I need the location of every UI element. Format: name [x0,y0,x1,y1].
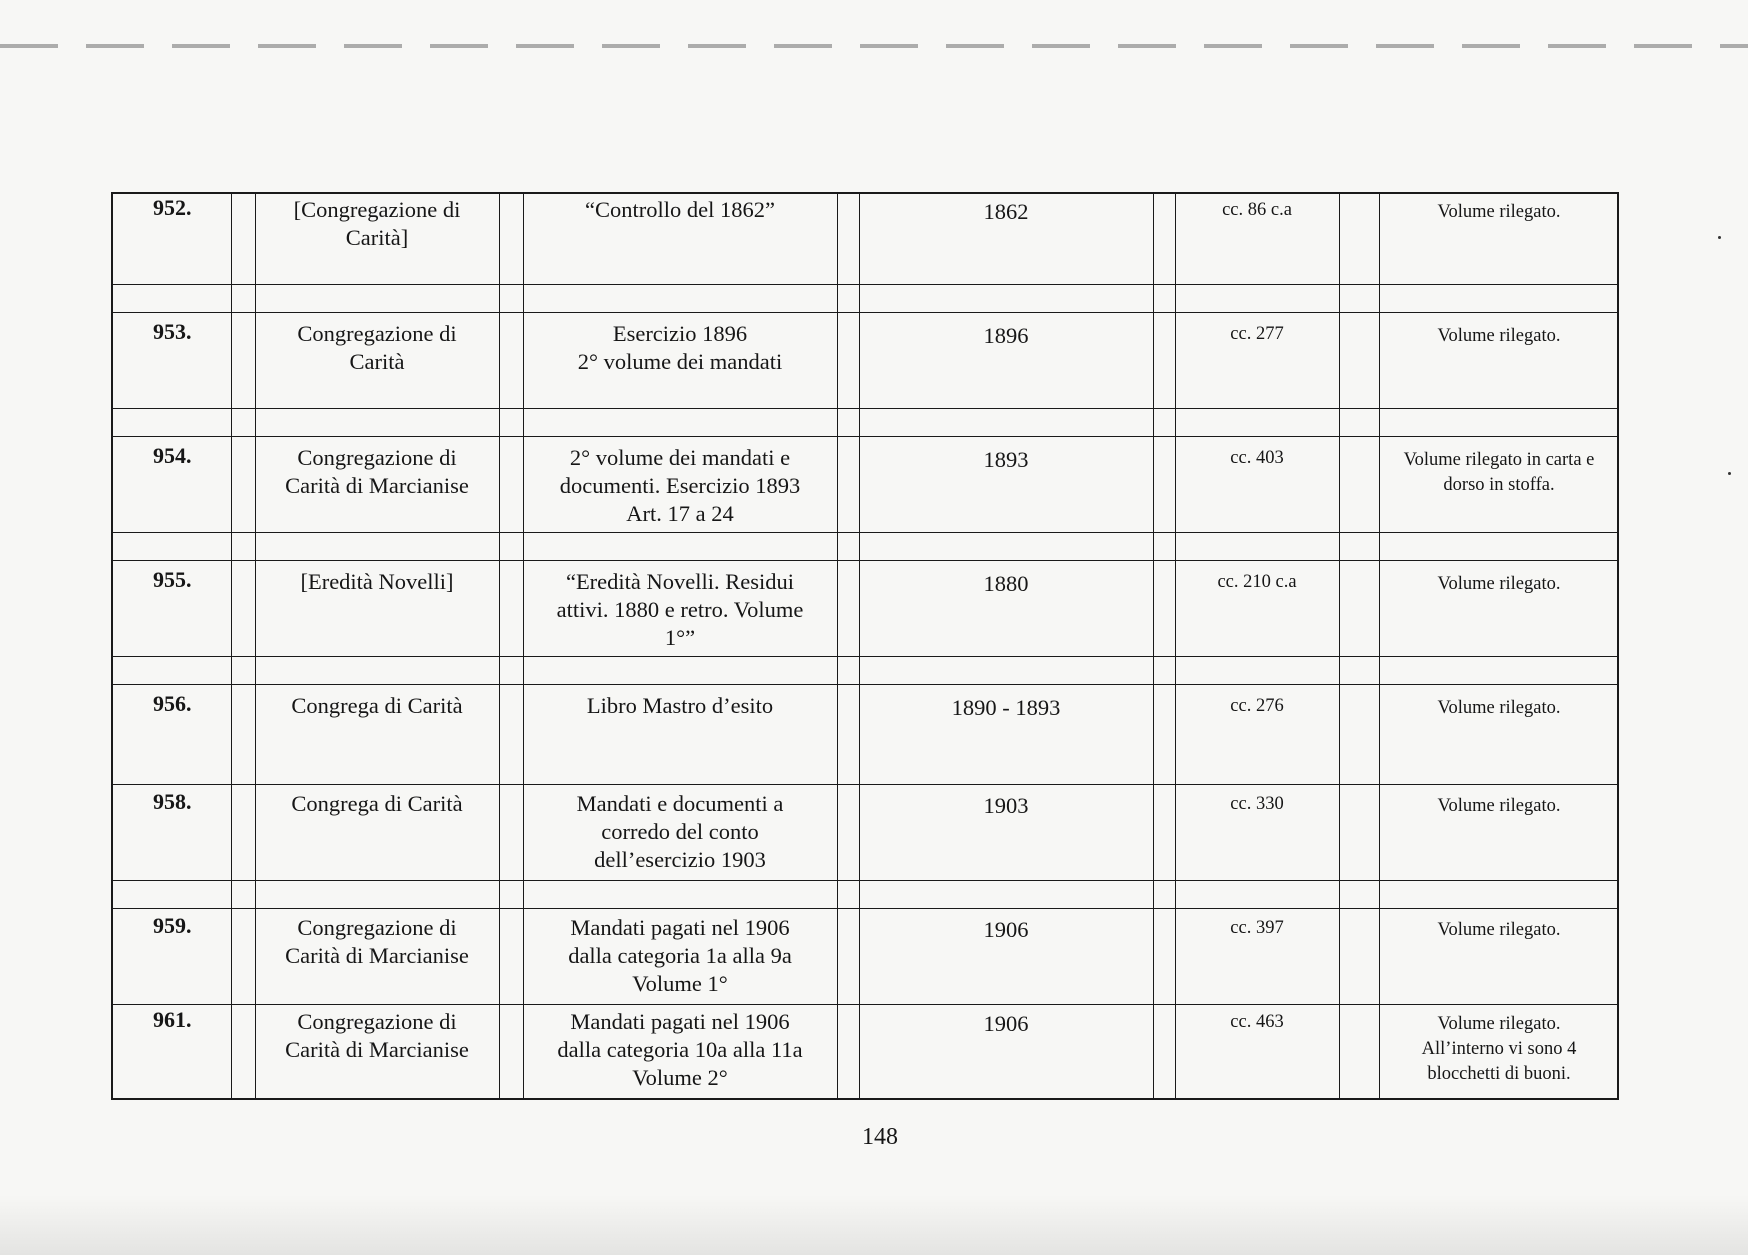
scan-shadow [0,1195,1748,1255]
row-rule [113,784,1617,785]
scan-speck [1718,236,1721,239]
record-year: 1906 [983,1011,1029,1036]
column-rule [1379,194,1380,1098]
record-year: 1903 [983,793,1029,818]
column-rule [231,194,232,1098]
column-rule [523,194,524,1098]
column-rule [859,194,860,1098]
record-entity: Congregazione di Carità di Marcianise [285,915,469,968]
record-entity: [Eredità Novelli] [300,569,454,594]
record-title: 2° volume dei mandati e documenti. Esercizio 1893 Art. 17 a 24 [559,445,801,526]
record-sheets: cc. 330 [1230,794,1284,814]
row-rule [113,908,1617,909]
column-rule [1153,194,1154,1098]
record-note: Volume rilegato. [1437,574,1561,594]
record-title: “Eredità Novelli. Residui attivi. 1880 e retro. Volume 1°” [556,569,804,650]
record-year: 1906 [983,917,1029,942]
record-title: “Controllo del 1862” [585,197,775,222]
record-year: 1862 [983,199,1029,224]
row-rule [113,436,1617,437]
record-number: 952. [153,195,192,220]
record-entity: Congrega di Carità [291,791,463,816]
record-number: 956. [153,691,192,716]
record-year: 1896 [983,323,1029,348]
page-number: 148 [862,1124,898,1150]
row-rule [113,408,1617,409]
record-number: 955. [153,567,192,592]
record-entity: Congregazione di Carità di Marcianise [285,445,469,498]
column-rule [837,194,838,1098]
row-rule [113,284,1617,285]
record-year: 1893 [983,447,1029,472]
record-number: 954. [153,443,192,468]
record-year: 1880 [983,571,1029,596]
record-title: Mandati pagati nel 1906 dalla categoria 1a alla 9a Volume 1° [568,915,792,996]
record-sheets: cc. 397 [1230,918,1284,938]
top-dashed-line [0,44,1748,48]
record-entity: [Congregazione di Carità] [293,197,461,250]
record-number: 958. [153,789,192,814]
row-rule [113,880,1617,881]
row-rule [113,1004,1617,1005]
record-sheets: cc. 276 [1230,696,1284,716]
record-title: Esercizio 1896 2° volume dei mandati [577,321,783,374]
record-sheets: cc. 463 [1230,1012,1284,1032]
record-sheets: cc. 403 [1230,448,1284,468]
row-rule [113,656,1617,657]
column-rule [1175,194,1176,1098]
record-note: Volume rilegato. [1437,698,1561,718]
record-entity: Congrega di Carità [291,693,463,718]
record-sheets: cc. 277 [1230,324,1284,344]
record-note: Volume rilegato. [1437,202,1561,222]
record-note: Volume rilegato. All’interno vi sono 4 blocchetti di buoni. [1421,1014,1577,1084]
record-title: Mandati pagati nel 1906 dalla categoria 10a alla 11a Volume 2° [557,1009,803,1090]
column-rule [499,194,500,1098]
column-rule [255,194,256,1098]
record-sheets: cc. 86 c.a [1222,200,1292,220]
column-rule [1339,194,1340,1098]
record-note: Volume rilegato. [1437,796,1561,816]
scan-speck [1728,472,1731,475]
record-entity: Congregazione di Carità di Marcianise [285,1009,469,1062]
record-year: 1890 - 1893 [951,695,1061,720]
inventory-table [111,192,1619,1100]
row-rule [113,684,1617,685]
record-note: Volume rilegato. [1437,326,1561,346]
record-title: Mandati e documenti a corredo del conto dell’esercizio 1903 [576,791,784,872]
record-number: 961. [153,1007,192,1032]
record-sheets: cc. 210 c.a [1217,572,1297,592]
row-rule [113,560,1617,561]
record-number: 959. [153,913,192,938]
record-title: Libro Mastro d’esito [586,693,774,718]
row-rule [113,312,1617,313]
record-entity: Congregazione di Carità [297,321,457,374]
record-note: Volume rilegato. [1437,920,1561,940]
record-number: 953. [153,319,192,344]
record-note: Volume rilegato in carta e dorso in stoffa. [1403,450,1595,495]
row-rule [113,532,1617,533]
